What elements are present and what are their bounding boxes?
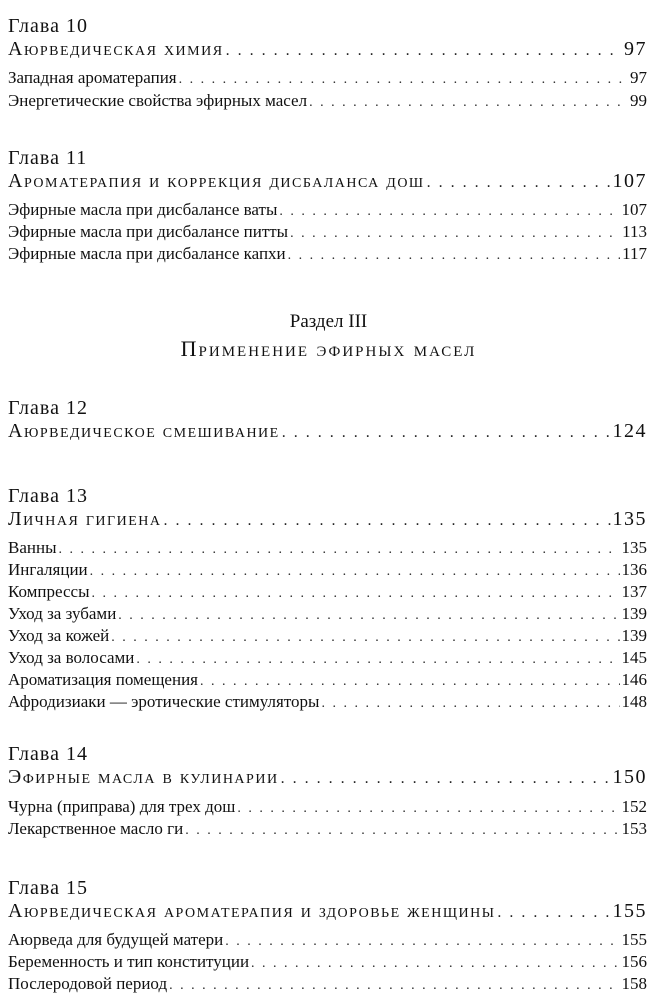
page-number: 124: [612, 420, 647, 442]
chapter-title: Аюрведическая ароматерапия и здоровье женщины: [8, 900, 496, 922]
toc-entry[interactable]: [0, 90, 657, 114]
toc-entry[interactable]: [0, 669, 657, 693]
leader-dots: [111, 627, 619, 649]
chapter-15-title-row[interactable]: [0, 898, 657, 926]
leader-dots: [281, 766, 611, 792]
page-number: 150: [612, 766, 647, 788]
leader-dots: [185, 820, 619, 842]
page-number: 152: [621, 797, 647, 816]
leader-dots: [225, 931, 619, 953]
page-number: 155: [612, 900, 647, 922]
leader-dots: [90, 561, 620, 583]
entry-title: Эфирные масла при дисбалансе ваты: [8, 200, 278, 219]
leader-dots: [290, 223, 620, 245]
chapter-11-label: Глава 11: [8, 147, 88, 169]
leader-dots: [282, 420, 611, 446]
page-number: 155: [621, 930, 647, 949]
toc-entry[interactable]: [0, 603, 657, 627]
chapter-title: Аюрведическое смешивание: [8, 420, 280, 442]
entry-title: Лекарственное масло ги: [8, 819, 184, 838]
entry-title: Ароматизация помещения: [8, 670, 198, 689]
toc-entry[interactable]: [0, 625, 657, 649]
entry-title: Послеродовой период: [8, 974, 168, 993]
entry-title: Энергетические свойства эфирных масел: [8, 91, 308, 110]
toc-entry[interactable]: [0, 537, 657, 561]
chapter-11-title-row[interactable]: [0, 168, 657, 196]
chapter-title: Аюрведическая химия: [8, 38, 224, 60]
toc-entry[interactable]: [0, 647, 657, 671]
toc-entry[interactable]: [0, 973, 657, 997]
entry-title: Ингаляции: [8, 560, 88, 579]
page-number: 139: [621, 604, 647, 623]
page-number: 135: [621, 538, 647, 557]
page-number: 148: [621, 692, 647, 711]
chapter-13-label: Глава 13: [8, 485, 88, 507]
leader-dots: [118, 605, 619, 627]
page-number: 136: [621, 560, 647, 579]
chapter-12-label: Глава 12: [8, 397, 88, 419]
page-number: 153: [621, 819, 647, 838]
page-number: 113: [622, 222, 647, 241]
section-title: Применение эфирных масел: [180, 336, 477, 361]
leader-dots: [92, 583, 620, 605]
entry-title: Эфирные масла при дисбалансе капхи: [8, 244, 286, 263]
leader-dots: [279, 201, 619, 223]
chapter-12-title-row[interactable]: [0, 418, 657, 446]
leader-dots: [136, 649, 619, 671]
leader-dots: [237, 798, 619, 820]
entry-title: Западная ароматерапия: [8, 68, 177, 87]
leader-dots: [226, 38, 622, 64]
page-number: 137: [621, 582, 647, 601]
page-number: 145: [621, 648, 647, 667]
toc-entry[interactable]: [0, 243, 657, 267]
page-number: 146: [621, 670, 647, 689]
toc-entry[interactable]: [0, 951, 657, 975]
leader-dots: [309, 92, 628, 114]
page-number: 156: [621, 952, 647, 971]
toc-entry[interactable]: [0, 818, 657, 842]
toc-entry[interactable]: [0, 929, 657, 953]
entry-title: Ванны: [8, 538, 57, 557]
chapter-title: Эфирные масла в кулинарии: [8, 766, 279, 788]
page-number: 135: [612, 508, 647, 530]
entry-title: Эфирные масла при дисбалансе питты: [8, 222, 289, 241]
toc-entry[interactable]: [0, 581, 657, 605]
entry-title: Афродизиаки — эротические стимуляторы: [8, 692, 320, 711]
leader-dots: [179, 69, 628, 91]
page-number: 117: [622, 244, 647, 263]
page-number: 99: [630, 91, 647, 110]
leader-dots: [169, 975, 619, 997]
page-number: 107: [621, 200, 647, 219]
toc-entry[interactable]: [0, 199, 657, 223]
chapter-10-title-row[interactable]: [0, 36, 657, 64]
entry-title: Уход за волосами: [8, 648, 135, 667]
toc-entry[interactable]: [0, 691, 657, 715]
leader-dots: [497, 900, 610, 926]
entry-title: Аюрведа для будущей матери: [8, 930, 224, 949]
entry-title: Беременность и тип конституции: [8, 952, 250, 971]
toc-entry[interactable]: [0, 796, 657, 820]
leader-dots: [427, 170, 611, 196]
leader-dots: [251, 953, 619, 975]
chapter-14-label: Глава 14: [8, 743, 88, 765]
entry-title: Уход за кожей: [8, 626, 110, 645]
entry-title: Уход за зубами: [8, 604, 117, 623]
entry-title: Чурна (приправа) для трех дош: [8, 797, 236, 816]
toc-entry[interactable]: [0, 221, 657, 245]
leader-dots: [288, 245, 620, 267]
page-number: 97: [624, 38, 647, 60]
toc-entry[interactable]: [0, 67, 657, 91]
entry-title: Компрессы: [8, 582, 90, 601]
chapter-title: Личная гигиена: [8, 508, 162, 530]
chapter-14-title-row[interactable]: [0, 764, 657, 792]
chapter-15-label: Глава 15: [8, 877, 88, 899]
toc-entry[interactable]: [0, 559, 657, 583]
page-number: 97: [630, 68, 647, 87]
chapter-title: Ароматерапия и коррекция дисбаланса дош: [8, 170, 425, 192]
chapter-10-label: Глава 10: [8, 15, 88, 37]
leader-dots: [164, 508, 611, 534]
page-number: 158: [621, 974, 647, 993]
leader-dots: [321, 693, 619, 715]
leader-dots: [200, 671, 620, 693]
page-number: 107: [612, 170, 647, 192]
leader-dots: [59, 539, 620, 561]
chapter-13-title-row[interactable]: [0, 506, 657, 534]
page-number: 139: [621, 626, 647, 645]
section-label: Раздел III: [289, 311, 368, 332]
